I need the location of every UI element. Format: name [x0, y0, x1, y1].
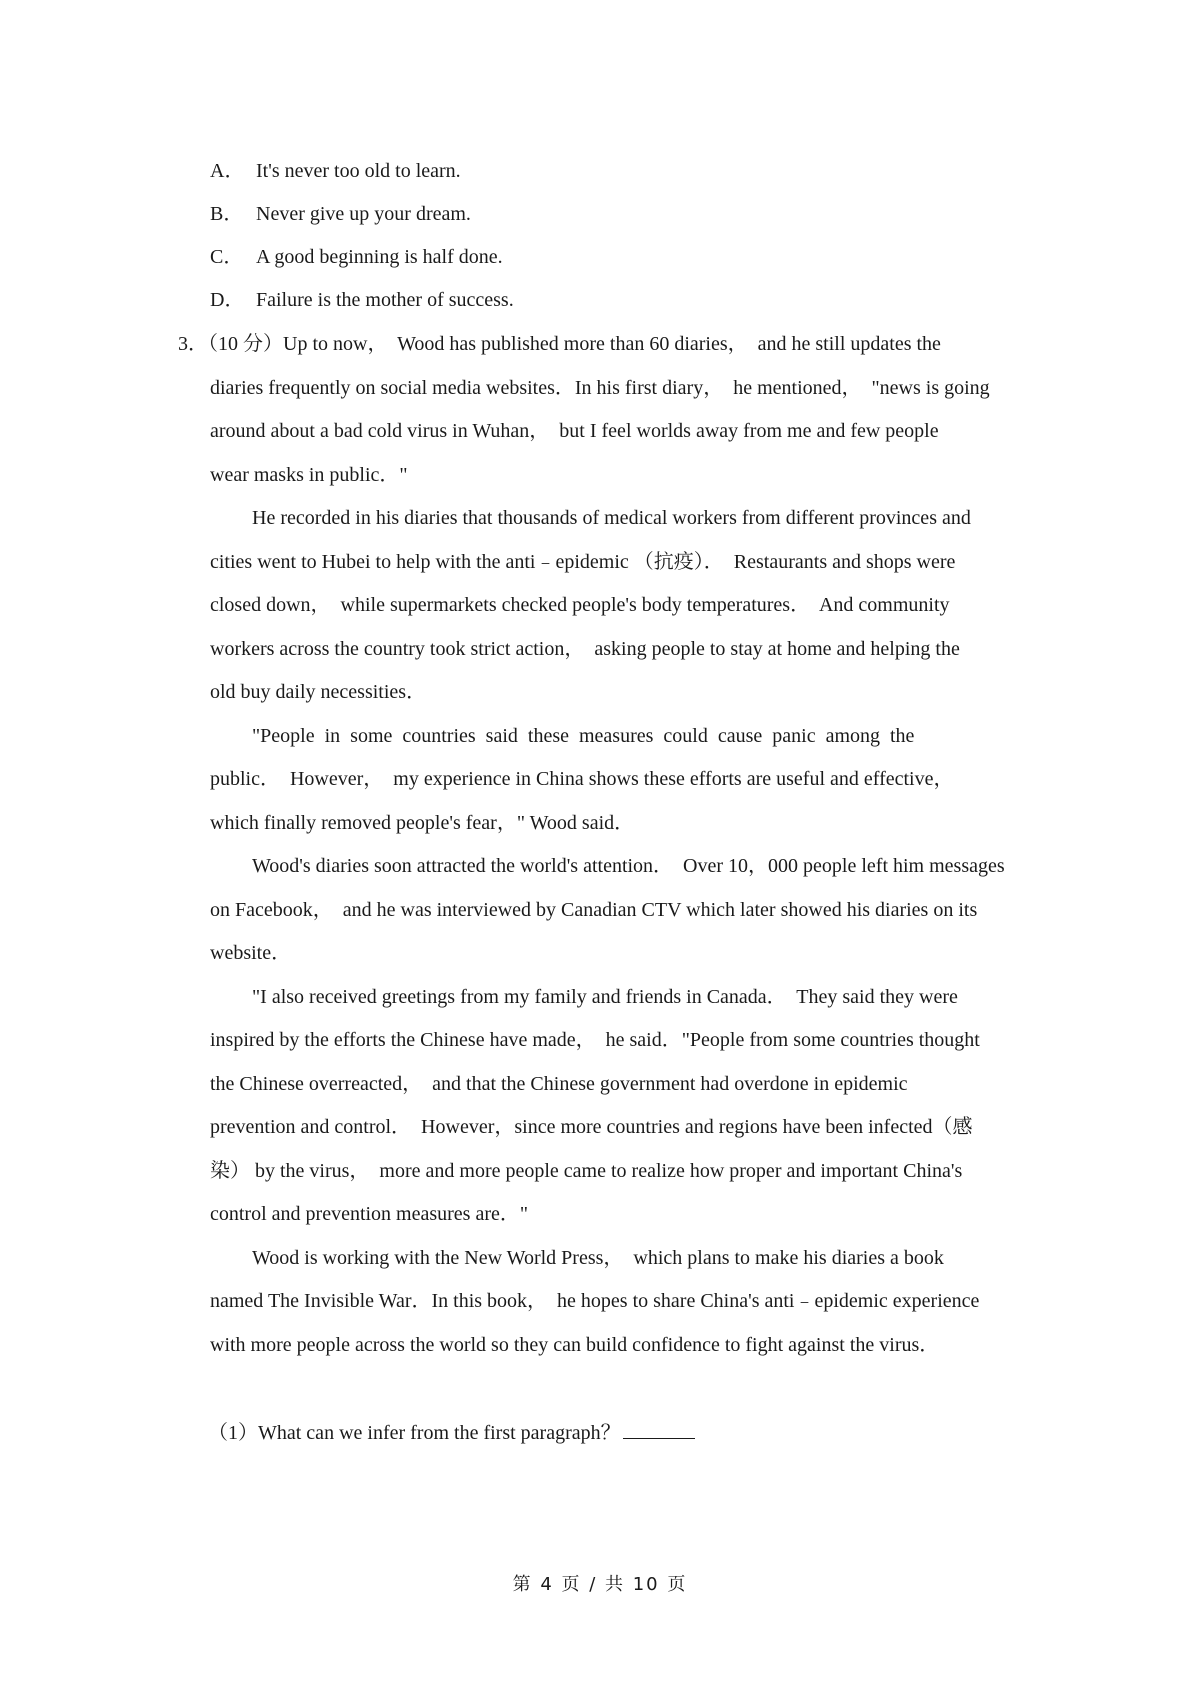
passage-line: He recorded in his diaries that thousands of medical workers from different provinces and [252, 507, 971, 529]
option-letter: B． [210, 203, 244, 225]
passage-line: with more people across the world so they can build confidence to fight against the virus． [210, 1334, 940, 1356]
question-number: 3． [178, 333, 208, 355]
option-d [210, 286, 514, 314]
passage-line: closed down， while supermarkets checked people's body temperatures． And community [210, 594, 950, 616]
passage-line: prevention and control． However，since more countries and regions have been infected（感 [210, 1116, 973, 1138]
option-text: It's never too old to learn. [256, 160, 461, 182]
passage-line: 染） by the virus， more and more people came to realize how proper and important China's [210, 1160, 963, 1182]
passage-line: which finally removed people's fear，" Wood said． [210, 812, 635, 834]
option-letter: C． [210, 246, 244, 268]
option-text: Never give up your dream. [256, 203, 471, 225]
option-b [210, 200, 471, 228]
passage-line: the Chinese overreacted， and that the Chinese government had overdone in epidemic [210, 1073, 908, 1095]
sub-question-1 [208, 1418, 695, 1447]
passage-line: workers across the country took strict action， asking people to stay at home and helping the [210, 638, 960, 660]
passage-line: diaries frequently on social media websites．In his first diary， he mentioned， "news is going [210, 377, 990, 399]
answer-blank[interactable] [623, 1418, 695, 1439]
passage-line: Wood is working with the New World Press， which plans to make his diaries a book [252, 1247, 944, 1269]
passage-line: control and prevention measures are．" [210, 1203, 529, 1225]
option-letter: D． [210, 289, 245, 311]
passage-line: old buy daily necessities． [210, 681, 427, 703]
option-text: A good beginning is half done. [256, 246, 503, 268]
passage-line: named The Invisible War．In this book， he hopes to share China's anti﹣epidemic experience [210, 1290, 980, 1312]
option-a [210, 157, 461, 185]
question-score: （10 分） [208, 333, 283, 355]
sub-question-text: （1）What can we infer from the first paragraph？ [208, 1422, 621, 1444]
passage-line: public． However， my experience in China shows these efforts are useful and effective， [210, 768, 954, 790]
passage-line: wear masks in public．" [210, 464, 408, 486]
passage-line: around about a bad cold virus in Wuhan， but I feel worlds away from me and few people [210, 420, 939, 442]
passage-line: Up to now， Wood has published more than 60 diaries， and he still updates the [283, 333, 941, 355]
passage-line: "I also received greetings from my family and friends in Canada． They said they were [252, 986, 958, 1008]
passage-line: inspired by the efforts the Chinese have made， he said．"People from some countries thought [210, 1029, 980, 1051]
option-text: Failure is the mother of success. [256, 289, 514, 311]
passage-line: on Facebook， and he was interviewed by Canadian CTV which later showed his diaries on its [210, 899, 978, 921]
option-c [210, 243, 503, 271]
passage-line: cities went to Hubei to help with the anti﹣epidemic （抗疫）． Restaurants and shops were [210, 551, 956, 573]
passage-line: Wood's diaries soon attracted the world's attention． Over 10，000 people left him messages [252, 855, 1005, 877]
page-footer: 第 4 页 / 共 10 页 [512, 1574, 688, 1595]
passage-line: "People in some countries said these measures could cause panic among the [252, 725, 915, 747]
question-3-first-line [178, 330, 941, 358]
passage-line: website． [210, 942, 292, 964]
option-letter: A． [210, 160, 245, 182]
